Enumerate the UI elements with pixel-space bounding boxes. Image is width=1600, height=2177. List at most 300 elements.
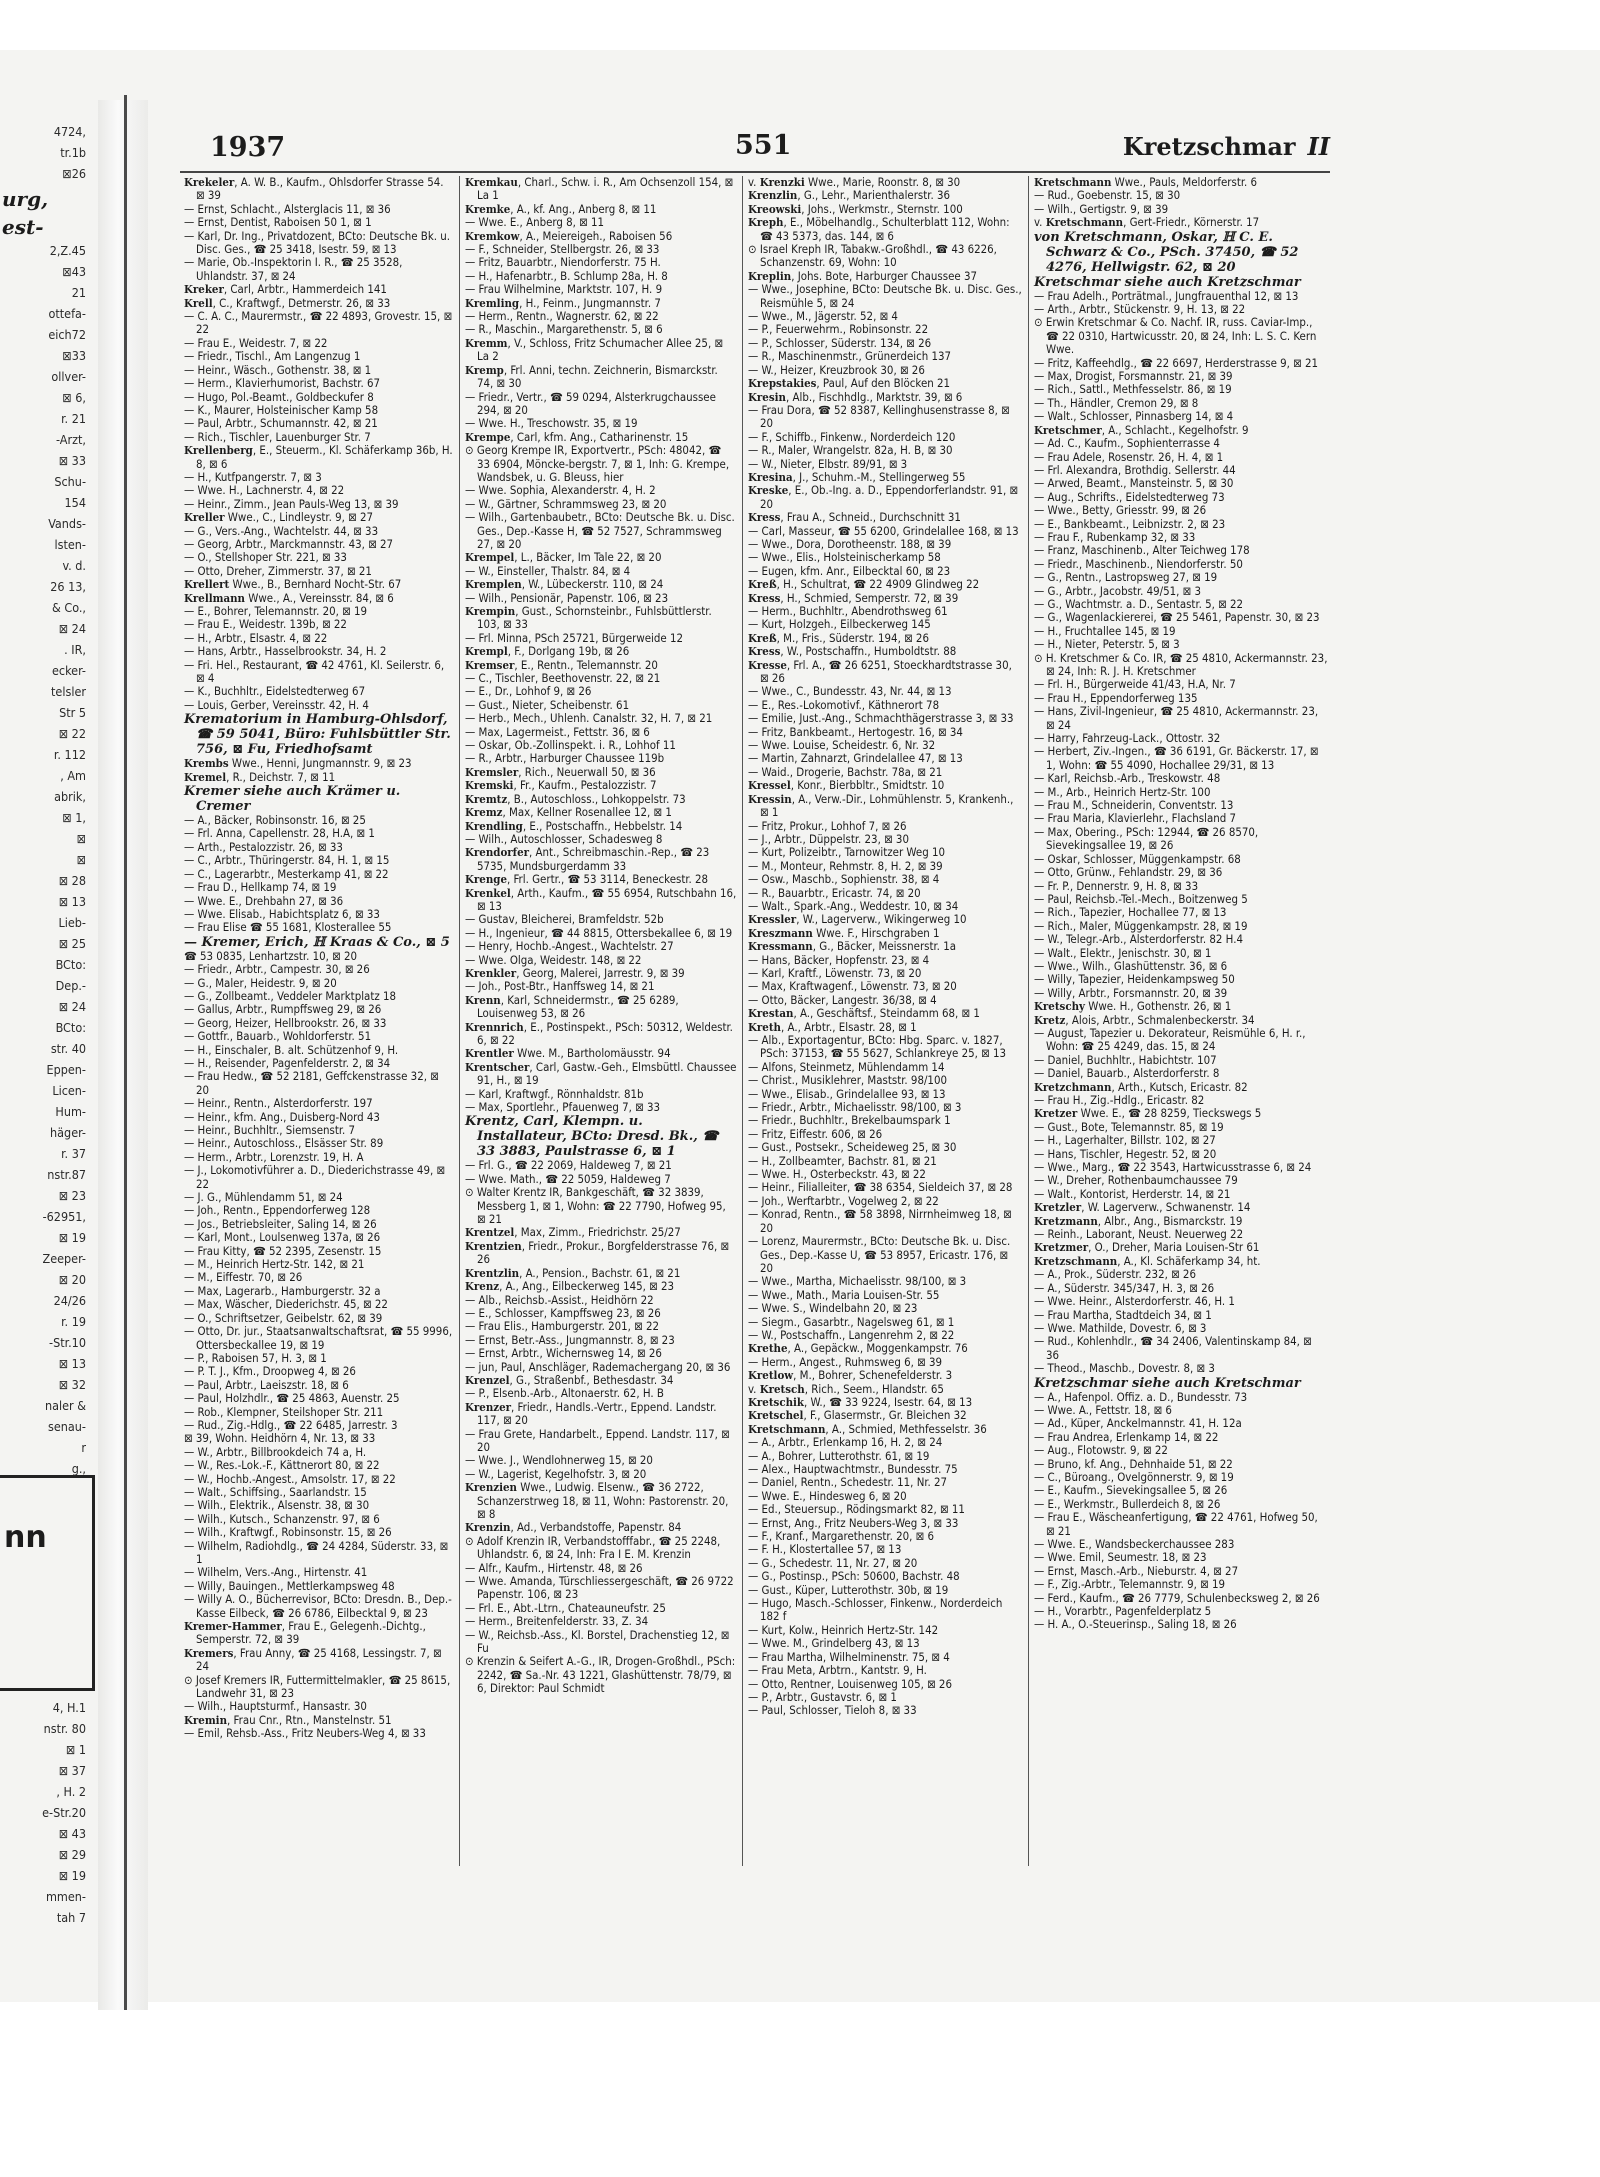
directory-entry: Kremp, Frl. Anni, techn. Zeichnerin, Bismarckstr. 74, ⊠ 30 [465, 362, 718, 391]
entry-surname: Kress [748, 644, 781, 659]
directory-entry: — E., Bankbeamt., Leibnizstr. 2, ⊠ 23 [1034, 516, 1226, 531]
entry-surname: Kremplen [465, 577, 522, 592]
column-divider [742, 176, 743, 1866]
directory-entry: — Frau Martha, Wilhelminenstr. 75, ⊠ 4 [748, 1649, 950, 1664]
directory-entry: — Walt., Kontorist, Herderstr. 14, ⊠ 21 [1034, 1186, 1231, 1201]
directory-entry: — H., Fruchtallee 145, ⊠ 19 [1034, 623, 1176, 638]
directory-entry: — Rob., Klempner, Steilshoper Str. 211 [184, 1404, 384, 1419]
entry-surname: Krempl [465, 644, 508, 659]
left-page-text-fragment: ⊠ 43 [58, 1826, 86, 1841]
directory-entry: Krentzlin, A., Pension., Bachstr. 61, ⊠ 21 [465, 1265, 681, 1280]
entry-surname: Krentler [465, 1046, 514, 1061]
directory-entry: Kretzchmann, Arth., Kutsch, Ericastr. 82 [1034, 1079, 1248, 1094]
directory-entry: — Alb., Reichsb.-Assist., Heidhörn 22 [465, 1292, 654, 1307]
directory-entry: Krenzin, Ad., Verbandstoffe, Papenstr. 84 [465, 1520, 682, 1535]
directory-entry: Kresse, Frl. A., ☎ 26 6251, Stoeckhardtstrasse 30, ⊠ 26 [748, 657, 1012, 686]
left-page-text-fragment: ⊠26 [62, 166, 86, 181]
directory-entry: — Frau Adelh., Porträtmal., Jungfrauenthal 12, ⊠ 13 [1034, 288, 1299, 303]
directory-entry: — Frl. G., ☎ 22 2069, Haldeweg 7, ⊠ 21 [465, 1158, 672, 1173]
directory-entry: — E., Schlosser, Kampffsweg 23, ⊠ 26 [465, 1305, 661, 1320]
left-page-text-fragment: ⊠ 19 [58, 1868, 86, 1883]
directory-entry: — H., Arbtr., Elsastr. 4, ⊠ 22 [184, 630, 328, 645]
directory-entry: — Wwe., Betty, Griesstr. 99, ⊠ 26 [1034, 503, 1207, 518]
directory-entry: Kremers, Frau Anny, ☎ 25 4168, Lessingstr. 7, ⊠ 24 [184, 1645, 442, 1674]
directory-entry: — Daniel, Bauarb., Alsterdorferstr. 8 [1034, 1066, 1220, 1081]
directory-entry: — Herm., Klavierhumorist, Bachstr. 67 [184, 376, 381, 391]
entry-surname: Kresse [748, 657, 787, 672]
directory-entry: — A., Prok., Süderstr. 232, ⊠ 26 [1034, 1267, 1196, 1282]
entry-surname: Krempe [465, 429, 511, 444]
directory-entry: — R., Maschinenmstr., Grünerdeich 137 [748, 349, 952, 364]
directory-entry: Kretschel, F., Glasermstr., Gr. Bleichen 32 [748, 1408, 967, 1423]
directory-entry: — Alfr., Kaufm., Hirtenstr. 48, ⊠ 26 [465, 1560, 643, 1575]
directory-entry: — Wilh., Kutsch., Schanzenstr. 97, ⊠ 6 [184, 1511, 380, 1526]
directory-entry: — E., Werkmstr., Bullerdeich 8, ⊠ 26 [1034, 1496, 1221, 1511]
entry-surname: Krenzer [465, 1399, 512, 1414]
left-page-text-fragment: ⊠ 24 [58, 999, 86, 1014]
entry-surname: Kretschmer [1034, 422, 1102, 437]
directory-entry: — Otto, Dr. jur., Staatsanwaltschaftsrat, ☎ 55 9996, Ottersbeckallee 19, ⊠ 19 [184, 1324, 453, 1352]
directory-entry: — Wwe., Wilh., Glashüttenstr. 36, ⊠ 6 [1034, 958, 1228, 973]
directory-entry: — Kurt, Holzgeh., Eilbeckerweg 145 [748, 617, 931, 632]
directory-entry: — Frau Andrea, Erlenkamp 14, ⊠ 22 [1034, 1429, 1219, 1444]
directory-entry: — Frau E., Weidestr. 7, ⊠ 22 [184, 335, 328, 350]
left-page-text-fragment: nstr. 80 [43, 1721, 86, 1736]
left-page-text-fragment: telsler [51, 684, 86, 699]
directory-entry: Krempl, F., Dorlgang 19b, ⊠ 26 [465, 644, 630, 659]
page-gutter [98, 100, 148, 2010]
directory-entry: — K., Buchhltr., Eidelstedterweg 67 [184, 684, 366, 699]
left-page-text-fragment: ecker- [52, 663, 86, 678]
page-year: 1937 [210, 132, 286, 163]
left-page-text-fragment: -62951, [42, 1209, 86, 1224]
directory-entry: — Friedr., Vertr., ☎ 59 0294, Alsterkrugchaussee 294, ⊠ 20 [465, 389, 716, 417]
directory-entry: Kretz, Alois, Arbtr., Schmalenbeckerstr. 34 [1034, 1012, 1255, 1027]
entry-surname: Kresina [748, 469, 793, 484]
directory-entry: — Otto, Rentner, Louisenweg 105, ⊠ 26 [748, 1676, 952, 1691]
directory-entry: — Bruno, kf. Ang., Dehnhaide 51, ⊠ 22 [1034, 1456, 1233, 1471]
directory-entry: Krellmann Wwe., A., Vereinsstr. 84, ⊠ 6 [184, 590, 394, 605]
left-page-fragment [0, 110, 92, 1925]
left-page-boxed-ad [0, 1475, 95, 1691]
directory-entry: — Wilh., Autoschlosser, Schadesweg 8 [465, 831, 663, 846]
directory-entry: — Walt., Elektr., Jenischstr. 30, ⊠ 1 [1034, 945, 1212, 960]
directory-entry: — Frau Martha, Stadtdeich 34, ⊠ 1 [1034, 1307, 1212, 1322]
directory-entry: — Rud., Goebenstr. 15, ⊠ 30 [1034, 188, 1181, 203]
entry-surname: Krenkler [465, 965, 517, 980]
directory-entry: — H., Lagerhalter, Billstr. 102, ⊠ 27 [1034, 1133, 1216, 1148]
directory-entry: — Herb., Mech., Uhlenh. Canalstr. 32, H. 7, ⊠ 21 [465, 711, 713, 726]
directory-entry: Kresina, J., Schuhm.-M., Stellingerweg 55 [748, 469, 966, 484]
directory-entry: — Wwe., Elisab., Grindelallee 93, ⊠ 13 [748, 1086, 946, 1101]
directory-entry: — E., Bohrer, Telemannstr. 20, ⊠ 19 [184, 604, 368, 618]
directory-entry: — Frl. Anna, Capellenstr. 28, H.A, ⊠ 1 [184, 826, 375, 841]
directory-entry: Kreller Wwe., C., Lindleystr. 9, ⊠ 27 [184, 510, 374, 525]
left-page-text-fragment: Vands- [48, 516, 86, 531]
directory-entry: — F., Schiffb., Finkenw., Norderdeich 120 [748, 429, 956, 444]
directory-entry: — Frau Maria, Klavierlehr., Flachsland 7 [1034, 811, 1237, 826]
directory-entry: — H., Zollbeamter, Bachstr. 81, ⊠ 21 [748, 1153, 937, 1168]
directory-entry: — Martin, Zahnarzt, Grindelallee 47, ⊠ 13 [748, 751, 963, 766]
directory-entry: — Fri. Hel., Restaurant, ☎ 42 4761, Kl. Seilerstr. 6, ⊠ 4 [184, 657, 445, 686]
left-page-text-fragment: tah 7 [56, 1910, 86, 1925]
directory-entry: — Oskar, Schlosser, Müggenkampstr. 68 [1034, 851, 1241, 866]
directory-entry: — Wwe., Dora, Dorotheenstr. 188, ⊠ 39 [748, 536, 952, 551]
directory-entry: — Wwe., Martha, Michaelisstr. 98/100, ⊠ 3 [748, 1274, 967, 1289]
directory-entry: — Otto, Grünw., Fehlandstr. 29, ⊠ 36 [1034, 865, 1223, 880]
directory-entry: — Frau Dora, ☎ 52 8387, Kellinghusenstrasse 8, ⊠ 20 [748, 402, 1010, 431]
directory-entry: — Hans, Bäcker, Hopfenstr. 23, ⊠ 4 [748, 952, 930, 967]
left-page-text-fragment: , H. 2 [56, 1784, 86, 1799]
directory-entry: — Wwe., Marg., ☎ 22 3543, Hartwicusstrasse 6, ⊠ 24 [1034, 1160, 1312, 1175]
directory-entry: — M., Heinrich Hertz-Str. 142, ⊠ 21 [184, 1257, 365, 1272]
directory-entry: Kreß, H., Schultrat, ☎ 22 4909 Glindweg 22 [748, 577, 980, 592]
left-page-text-fragment: 4, H.1 [52, 1700, 86, 1715]
directory-entry: Kretschy Wwe. H., Gothenstr. 26, ⊠ 1 [1034, 999, 1232, 1014]
directory-entry: — Ferd., Kaufm., ☎ 26 7779, Schulenbecksweg 2, ⊠ 26 [1034, 1590, 1320, 1605]
directory-entry: — Rich., Tapezier, Hochallee 77, ⊠ 13 [1034, 905, 1227, 920]
entry-surname: Krethe [748, 1341, 788, 1356]
directory-entry: — Wilh., Elektrik., Alsenstr. 38, ⊠ 30 [184, 1498, 370, 1513]
directory-entry: — Ed., Steuersup., Rödingsmarkt 82, ⊠ 11 [748, 1502, 965, 1517]
directory-entry: — Wwe., Math., Maria Louisen-Str. 55 [748, 1287, 940, 1302]
directory-entry: — Karl, Kraftf., Löwenstr. 73, ⊠ 20 [748, 965, 922, 980]
directory-entry: — Frau Wilhelmine, Marktstr. 107, H. 9 [465, 282, 663, 297]
left-page-text-fragment: , Am [60, 768, 86, 783]
entry-surname: Kretschmann [1034, 175, 1112, 189]
directory-entry: — Frau D., Hellkamp 74, ⊠ 19 [184, 880, 337, 895]
left-page-text-fragment: ⊠ [76, 831, 86, 846]
directory-entry: — jun, Paul, Anschläger, Rademachergang 20, ⊠ 36 [465, 1359, 731, 1374]
left-page-text-fragment: . IR, [64, 642, 86, 657]
directory-entry: — G., Schedestr. 11, Nr. 27, ⊠ 20 [748, 1555, 918, 1570]
directory-entry: Krempe, Carl, kfm. Ang., Catharinenstr. 15 [465, 429, 689, 444]
left-page-text-fragment: Str 5 [59, 705, 86, 720]
directory-entry: — Frau M., Schneiderin, Conventstr. 13 [1034, 798, 1234, 813]
left-page-text-fragment: ⊠ 20 [58, 1272, 86, 1287]
directory-entry: Krenz, A., Ang., Eilbeckerweg 145, ⊠ 23 [465, 1279, 675, 1294]
directory-entry: Kremer siehe auch Krämer u. Cremer [184, 784, 401, 815]
directory-entry: — Max, Lagermeist., Fettstr. 36, ⊠ 6 [465, 724, 650, 739]
column-divider [459, 176, 460, 1866]
entry-surname: Krenzel [465, 1372, 510, 1387]
directory-entry: — Friedr., Buchhltr., Brekelbaumspark 1 [748, 1113, 951, 1128]
directory-entry: — Waid., Drogerie, Bachstr. 78a, ⊠ 21 [748, 764, 943, 779]
directory-entry: Kreplin, Johs. Bote, Harburger Chaussee 37 [748, 268, 978, 283]
directory-entry: — Herm., Arbtr., Lorenzstr. 19, H. A [184, 1149, 364, 1164]
directory-entry: — Daniel, Rentn., Schedestr. 11, Nr. 27 [748, 1475, 948, 1490]
entry-surname: Kretzer [1034, 1106, 1078, 1121]
directory-entry: Kreowski, Johs., Werkmstr., Sternstr. 100 [748, 201, 963, 216]
left-page-text-fragment: ⊠33 [62, 348, 86, 363]
left-page-text-fragment: ⊠ 13 [58, 894, 86, 909]
directory-entry: — Paul, Arbtr., Laeiszstr. 18, ⊠ 6 [184, 1377, 349, 1392]
directory-column-3 [748, 176, 1023, 1876]
directory-entry: — Gust., Nieter, Scheibenstr. 61 [465, 697, 630, 712]
directory-entry: — P., Schlosser, Süderstr. 134, ⊠ 26 [748, 335, 932, 350]
entry-surname: Kreowski [748, 201, 802, 216]
entry-surname: Kretschmann [748, 1421, 826, 1436]
entry-surname: Kretsch [759, 1381, 805, 1396]
entry-surname: Krentzel [465, 1225, 515, 1240]
directory-entry: — Herm., Buchhltr., Abendrothsweg 61 [748, 604, 948, 618]
directory-entry: — Emil, Rehsb.-Ass., Fritz Neubers-Weg 4, ⊠ 33 [184, 1726, 426, 1741]
directory-entry: Krenzel, G., Straßenbf., Bethesdastr. 34 [465, 1372, 674, 1387]
left-page-text-fragment: 154 [64, 495, 86, 510]
directory-entry: — Hugo, Masch.-Schlosser, Finkenw., Norderdeich 182 f [748, 1596, 1003, 1624]
directory-entry: Kremke, A., kf. Ang., Anberg 8, ⊠ 11 [465, 201, 657, 216]
left-page-text-fragment: ⊠ 1 [65, 1742, 86, 1757]
directory-entry: — Wwe. Louise, Scheidestr. 6, Nr. 32 [748, 738, 936, 753]
directory-entry: Krethe, A., Gepäckw., Moggenkampstr. 76 [748, 1341, 968, 1356]
directory-entry: — Theod., Maschb., Dovestr. 8, ⊠ 3 [1034, 1361, 1215, 1376]
entry-surname: Kremm [465, 335, 508, 350]
directory-entry: — Hans, Tischler, Hegestr. 52, ⊠ 20 [1034, 1146, 1217, 1161]
running-head [1123, 132, 1330, 161]
directory-entry: — Wwe. Math., ☎ 22 5059, Haldeweg 7 [465, 1171, 671, 1186]
entry-surname: Kressler [748, 912, 797, 927]
directory-entry: — H. A., O.-Steuerinsp., Saling 18, ⊠ 26 [1034, 1617, 1237, 1632]
left-page-text-fragment: ollver- [51, 369, 86, 384]
entry-surname: Krempin [465, 604, 516, 618]
entry-surname: Krembs [184, 756, 229, 771]
directory-entry: — W., Dreher, Rothenbaumchaussee 79 [1034, 1173, 1238, 1188]
entry-surname: Kretschmann [1045, 215, 1124, 230]
directory-entry: — Th., Händler, Cremon 29, ⊠ 8 [1034, 395, 1199, 410]
left-page-text-fragment: naler & [44, 1398, 86, 1413]
directory-entry: Krendorfer, Ant., Schreibmaschin.-Rep., ☎ 23 5735, Mundsburgerdamm 33 [465, 845, 710, 873]
directory-entry: — G., Arbtr., Jacobstr. 49/51, ⊠ 3 [1034, 583, 1202, 598]
left-page-text-fragment: 2,Z.45 [49, 243, 86, 258]
directory-entry: Krenge, Frl. Gertr., ☎ 53 3114, Beneckestr. 28 [465, 872, 709, 887]
directory-entry: — Heinr., Buchhltr., Siemsenstr. 7 [184, 1123, 356, 1137]
left-page-text-fragment: ⊠ 19 [58, 1230, 86, 1245]
directory-entry: — J., Arbtr., Düppelstr. 23, ⊠ 30 [748, 831, 909, 846]
directory-column-2 [465, 176, 737, 1876]
directory-entry: — Hugo, Pol.-Beamt., Goldbeckufer 8 [184, 389, 374, 404]
entry-surname: Kresin [748, 389, 786, 404]
entry-surname: Krendorfer [465, 845, 530, 860]
directory-entry: Kremski, Fr., Kaufm., Pestalozzistr. 7 [465, 778, 657, 793]
directory-entry: Krellenberg, E., Steuerm., Kl. Schäferkamp 36b, H. 8, ⊠ 6 [184, 443, 453, 471]
directory-entry: — A., Arbtr., Erlenkamp 16, H. 2, ⊠ 24 [748, 1435, 943, 1450]
entry-surname: Krentzlin [465, 1265, 520, 1280]
entry-surname: Kress [748, 590, 781, 605]
entry-surname: Kretschik [748, 1394, 805, 1409]
directory-entry: — G., Postinsp., PSch: 50600, Bachstr. 48 [748, 1569, 960, 1584]
directory-entry: — Wwe., C., Bundesstr. 43, Nr. 44, ⊠ 13 [748, 684, 952, 699]
entry-surname: Kremz [465, 805, 503, 820]
directory-entry: Kreske, E., Ob.-Ing. a. D., Eppendorferlandstr. 91, ⊠ 20 [748, 483, 1019, 511]
directory-entry: — Wwe. E., Drehbahn 27, ⊠ 36 [184, 893, 344, 908]
directory-entry: Krestan, A., Geschäftsf., Steindamm 68, ⊠ 1 [748, 1006, 980, 1021]
directory-entry: — Gallus, Arbtr., Rumpffsweg 29, ⊠ 26 [184, 1002, 382, 1017]
directory-entry: — G., Rentn., Lastropsweg 27, ⊠ 19 [1034, 570, 1218, 585]
directory-entry: — Wilh., Hauptsturmf., Hansastr. 30 [184, 1699, 367, 1714]
directory-entry: — Christ., Musiklehrer, Maststr. 98/100 [748, 1073, 947, 1088]
left-page-text-fragment: str. 40 [50, 1041, 86, 1056]
directory-entry: — Heinr., Autoschloss., Elsässer Str. 89 [184, 1136, 384, 1151]
entry-surname: Krennrich [465, 1019, 524, 1034]
directory-entry: — Walt., Spark.-Ang., Weddestr. 10, ⊠ 34 [748, 898, 959, 913]
directory-entry: ⊙ Adolf Krenzin IR, Verbandstofffabr., ☎ 25 2248, Uhlandstr. 6, ⊠ 24, Inh: Fra I E. M. Krenzin [465, 1533, 721, 1562]
directory-entry: — Daniel, Buchhltr., Habichtstr. 107 [1034, 1052, 1217, 1067]
directory-entry: — Wilh., Kraftwgf., Robinsonstr. 15, ⊠ 26 [184, 1525, 392, 1540]
directory-entry: — Frau Grete, Handarbelt., Eppend. Landstr. 117, ⊠ 20 [465, 1426, 730, 1454]
directory-entry: v. Kretschmann, Gert-Friedr., Körnerstr. 17 [1034, 215, 1260, 230]
entry-surname: Krell [184, 295, 213, 310]
directory-entry: — E., Dr., Lohhof 9, ⊠ 26 [465, 684, 592, 699]
directory-entry: Kressler, W., Lagerverw., Wikingerweg 10 [748, 912, 967, 927]
left-page-text-fragment: ⊠ [76, 852, 86, 867]
entry-surname: Kreller [184, 510, 225, 525]
left-page-text-fragment: Eppen- [46, 1062, 86, 1077]
directory-entry: Kreth, A., Arbtr., Elsastr. 28, ⊠ 1 [748, 1019, 917, 1034]
directory-entry: — Wwe. E., Anberg 8, ⊠ 11 [465, 215, 605, 230]
directory-entry: — Arth., Arbtr., Stückenstr. 9, H. 13, ⊠ 22 [1034, 302, 1246, 317]
directory-entry: — K., Maurer, Holsteinischer Kamp 58 [184, 402, 379, 417]
directory-entry: — Willy, Bauingen., Mettlerkampsweg 48 [184, 1578, 395, 1593]
directory-entry: — Siegm., Gasarbtr., Nagelsweg 61, ⊠ 1 [748, 1314, 955, 1329]
running-head-keyword: Kretzschmar [1122, 132, 1296, 161]
directory-entry: — Joh., Rentn., Eppendorferweg 128 [184, 1203, 371, 1218]
directory-entry: — Wwe. J., Wendlohnerweg 15, ⊠ 20 [465, 1453, 653, 1468]
entry-surname: Kreszmann [748, 925, 813, 940]
directory-entry: — Fritz, Bankbeamt., Hertogestr. 16, ⊠ 34 [748, 724, 963, 739]
directory-entry: — Frau F., Rubenkamp 32, ⊠ 33 [1034, 529, 1196, 544]
entry-surname: Kremling [465, 295, 520, 310]
directory-entry: — G., Zollbeamt., Veddeler Marktplatz 18 [184, 988, 397, 1003]
directory-entry: — Friedr., Arbtr., Michaelisstr. 98/100, ⊠ 3 [748, 1100, 962, 1115]
directory-entry: — Karl, Kraftwgf., Rönnhaldstr. 81b [465, 1086, 644, 1101]
directory-entry: — Osw., Maschb., Sophienstr. 38, ⊠ 4 [748, 872, 940, 887]
directory-entry: — F., Schneider, Stellbergstr. 26, ⊠ 33 [465, 242, 660, 257]
directory-entry: — Arth., Pestalozzistr. 26, ⊠ 33 [184, 839, 343, 854]
directory-entry: — W., Telegr.-Arb., Alsterdorferstr. 82 H.4 [1034, 932, 1243, 947]
directory-entry: — Ernst, Betr.-Ass., Jungmannstr. 8, ⊠ 23 [465, 1332, 675, 1347]
left-page-text-fragment: 26 13, [50, 579, 86, 594]
directory-entry: Krenzien Wwe., Ludwig. Elsenw., ☎ 36 2722, Schanzerstrweg 18, ⊠ 11, Wohn: Pastorenstr. 20, ⊠ 8 [465, 1480, 729, 1521]
directory-entry: — Emilie, Just.-Ang., Schmachthägerstrasse 3, ⊠ 33 [748, 711, 1014, 726]
left-page-text-fragment: Dep.- [55, 978, 86, 993]
left-page-text-fragment: ⊠ 24 [58, 621, 86, 636]
directory-entry: — Gust., Küper, Lutterothstr. 30b, ⊠ 19 [748, 1582, 949, 1597]
directory-entry: Kresin, Alb., Fischhdlg., Marktstr. 39, ⊠ 6 [748, 389, 963, 404]
entry-surname: Krellenberg [184, 443, 253, 458]
directory-entry: Kretschmer, A., Schlacht., Kegelhofstr. 9 [1034, 422, 1249, 437]
directory-entry: — Ad. C., Kaufm., Sophienterrasse 4 [1034, 436, 1220, 451]
entry-surname: Kremel [184, 769, 227, 784]
directory-entry: ⊙ Krenzin & Seifert A.-G., IR, Drogen-Großhdl., PSch: 2242, ☎ Sa.-Nr. 43 1221, Glashüttenstr. 78/79, ⊠ 6, Direktor: Paul Schmidt [465, 1654, 736, 1696]
directory-entry: Kretzmann, Albr., Ang., Bismarckstr. 19 [1034, 1213, 1243, 1228]
directory-entry: — F. H., Klostertallee 57, ⊠ 13 [748, 1542, 902, 1557]
directory-entry: Krentzien, Friedr., Prokur., Borgfelderstrasse 76, ⊠ 26 [465, 1238, 730, 1267]
entry-surname: Kretzler [1034, 1200, 1082, 1215]
directory-entry: — Alex., Hauptwachtmstr., Bundesstr. 75 [748, 1462, 958, 1476]
directory-entry: — Frl. E., Abt.-Ltrn., Chateauneufstr. 25 [465, 1600, 666, 1615]
directory-entry: — Wwe. Heinr., Alsterdorferstr. 46, H. 1 [1034, 1294, 1235, 1309]
directory-entry: — Max, Drogist, Forsmannstr. 21, ⊠ 39 [1034, 369, 1233, 384]
directory-entry: — Frau Hedw., ☎ 52 2181, Geffckenstrasse 32, ⊠ 20 [184, 1069, 439, 1097]
directory-entry: — H., Einschaler, B. alt. Schützenhof 9, H. [184, 1042, 399, 1057]
directory-entry: ⊙ Erwin Kretschmar & Co. Nachf. IR, russ. Caviar-Imp., ☎ 22 0310, Hartwicusstr. 20, ⊠ 24, Inh: L. S. C. Kern Wwe. [1034, 315, 1317, 357]
directory-entry: — Gust., Postsekr., Scheideweg 25, ⊠ 30 [748, 1140, 957, 1155]
directory-entry: — Frau Elis., Hamburgerstr. 201, ⊠ 22 [465, 1319, 660, 1334]
directory-entry: — Otto, Dreher, Zimmerstr. 37, ⊠ 21 [184, 563, 372, 578]
directory-entry: — Max, Sportlehr., Pfauenweg 7, ⊠ 33 [465, 1100, 660, 1115]
directory-entry: Kretzler, W. Lagerverw., Schwanenstr. 14 [1034, 1200, 1251, 1215]
directory-entry: Krentler Wwe. M., Bartholomäusstr. 94 [465, 1046, 671, 1061]
entry-surname: Kress [748, 510, 781, 525]
directory-entry: — Wwe., M., Jägerstr. 52, ⊠ 4 [748, 309, 898, 324]
directory-entry: — W., Gärtner, Schrammsweg 23, ⊠ 20 [465, 496, 667, 511]
directory-entry: — H., Reisender, Pagenfelderstr. 2, ⊠ 34 [184, 1055, 391, 1070]
entry-surname: Kremski [465, 778, 514, 793]
directory-entry: Kretzmer, O., Dreher, Maria Louisen-Str 61 [1034, 1240, 1260, 1255]
left-page-text-fragment: ⊠ 37 [58, 1763, 86, 1778]
left-page-text-fragment: ⊠ 6, [62, 390, 86, 405]
directory-entry: — P., Raboisen 57, H. 3, ⊠ 1 [184, 1350, 327, 1365]
left-page-text-fragment: ⊠ 33 [58, 453, 86, 468]
header-rule [180, 171, 1330, 173]
directory-entry: Krenn, Karl, Schneidermstr., ☎ 25 6289, Louisenweg 53, ⊠ 26 [465, 992, 679, 1021]
directory-entry: — Wilh., Gartenbaubetr., BCto: Deutsche Bk. u. Disc. Ges., Dep.-Kasse H, ☎ 52 7527, Schrammsweg 27, ⊠ 20 [465, 510, 735, 551]
directory-entry: — Willy A. O., Bücherrevisor, BCto: Dresdn. B., Dep.-Kasse Eilbeck, ☎ 26 6786, Eilbecktal 9, ⊠ 23 [184, 1592, 452, 1620]
directory-entry: — Frau H., Eppendorferweg 135 [1034, 690, 1198, 705]
entry-surname: Kretlow [748, 1368, 794, 1383]
directory-entry: — Ad., Küper, Anckelmannstr. 41, H. 12a [1034, 1416, 1242, 1431]
directory-entry: Kretzer Wwe. E., ☎ 28 8259, Tieckswegs 5 [1034, 1106, 1262, 1121]
directory-entry: — E., Res.-Lokomotivf., Käthnerort 78 [748, 697, 940, 712]
left-page-text-fragment: Hum- [55, 1104, 86, 1119]
entry-surname: Kretschy [1034, 999, 1085, 1014]
directory-entry: — Herbert, Ziv.-Ingen., ☎ 36 6191, Gr. Bäckerstr. 17, ⊠ 1, Wohn: ☎ 55 4090, Hochallee 29/31, ⊠ 13 [1034, 744, 1319, 772]
directory-entry: — W., Postschaffn., Langenrehm 2, ⊠ 22 [748, 1327, 955, 1342]
directory-entry: — Lorenz, Maurermstr., BCto: Deutsche Bk. u. Disc. Ges., Dep.-Kasse U, ☎ 53 8957, Ericastr. 176, ⊠ 20 [748, 1234, 1011, 1275]
directory-entry: Krempel, L., Bäcker, Im Tale 22, ⊠ 20 [465, 550, 662, 565]
directory-entry: — Wwe. E., Wandsbeckerchaussee 283 [1034, 1537, 1235, 1551]
directory-entry: — P. T. J., Kfm., Droopweg 4, ⊠ 26 [184, 1364, 356, 1379]
directory-entry: — Franz, Maschinenb., Alter Teichweg 178 [1034, 543, 1250, 558]
directory-entry: — Friedr., Maschinenb., Niendorferstr. 50 [1034, 556, 1243, 571]
directory-entry: — Friedr., Tischl., Am Langenzug 1 [184, 349, 361, 364]
directory-entry: — Frl. H., Bürgerweide 41/43, H.A, Nr. 7 [1034, 677, 1236, 692]
directory-entry: Krematorium in Hamburg-Ohlsdorf, ☎ 59 5041, Büro: Fuhlsbüttler Str. 756, ⊠ Fu, Friedhofsamt [184, 712, 451, 758]
left-page-text-fragment: BCto: [55, 957, 86, 972]
directory-entry: — Aug., Schrifts., Eidelstedterweg 73 [1034, 489, 1225, 504]
directory-entry: — Paul, Reichsb.-Tel.-Mech., Boitzenweg 5 [1034, 891, 1248, 906]
directory-entry: — Heinr., Rentn., Alsterdorferstr. 197 [184, 1096, 373, 1111]
directory-entry: — Wwe. H., Osterbeckstr. 43, ⊠ 22 [748, 1167, 926, 1182]
left-page-text-fragment: Licen- [52, 1083, 86, 1098]
scan-bottom-margin [0, 2002, 1600, 2177]
directory-entry: — Frau Kitty, ☎ 52 2395, Zesenstr. 15 [184, 1243, 382, 1258]
directory-entry: — M., Eiffestr. 70, ⊠ 26 [184, 1270, 303, 1285]
directory-entry: Kremer-Hammer, Frau E., Gelegenh.-Dichtg., Semperstr. 72, ⊠ 39 [184, 1619, 426, 1647]
directory-entry: Krentscher, Carl, Gastw.-Geh., Elmsbüttl. Chaussee 91, H., ⊠ 19 [465, 1059, 737, 1088]
directory-entry: — Gustav, Bleicherei, Bramfeldstr. 52b [465, 912, 664, 927]
directory-entry: Kretschmar siehe auch Kretzschmar [1034, 274, 1301, 290]
directory-entry: — P., Elsenb.-Arb., Altonaerstr. 62, H. B [465, 1386, 664, 1401]
left-page-text-fragment: ⊠ 28 [58, 873, 86, 888]
directory-entry: ⊙ Israel Kreph IR, Tabakw.-Großhdl., ☎ 43 6226, Schanzenstr. 69, Wohn: 10 [748, 242, 997, 270]
directory-entry: — Fritz, Bauarbtr., Niendorferstr. 75 H. [465, 255, 661, 270]
left-page-text-fragment: 4724, [53, 124, 86, 139]
directory-entry: — G., Wagenlackiererei, ☎ 25 5461, Papenstr. 30, ⊠ 23 [1034, 610, 1320, 625]
directory-entry: — Louis, Gerber, Vereinsstr. 42, H. 4 [184, 697, 369, 712]
directory-entry: — Willy, Arbtr., Forsmannstr. 20, ⊠ 39 [1034, 985, 1228, 1000]
directory-entry: Kremin, Frau Cnr., Rtn., Manstelnstr. 51 [184, 1712, 392, 1727]
